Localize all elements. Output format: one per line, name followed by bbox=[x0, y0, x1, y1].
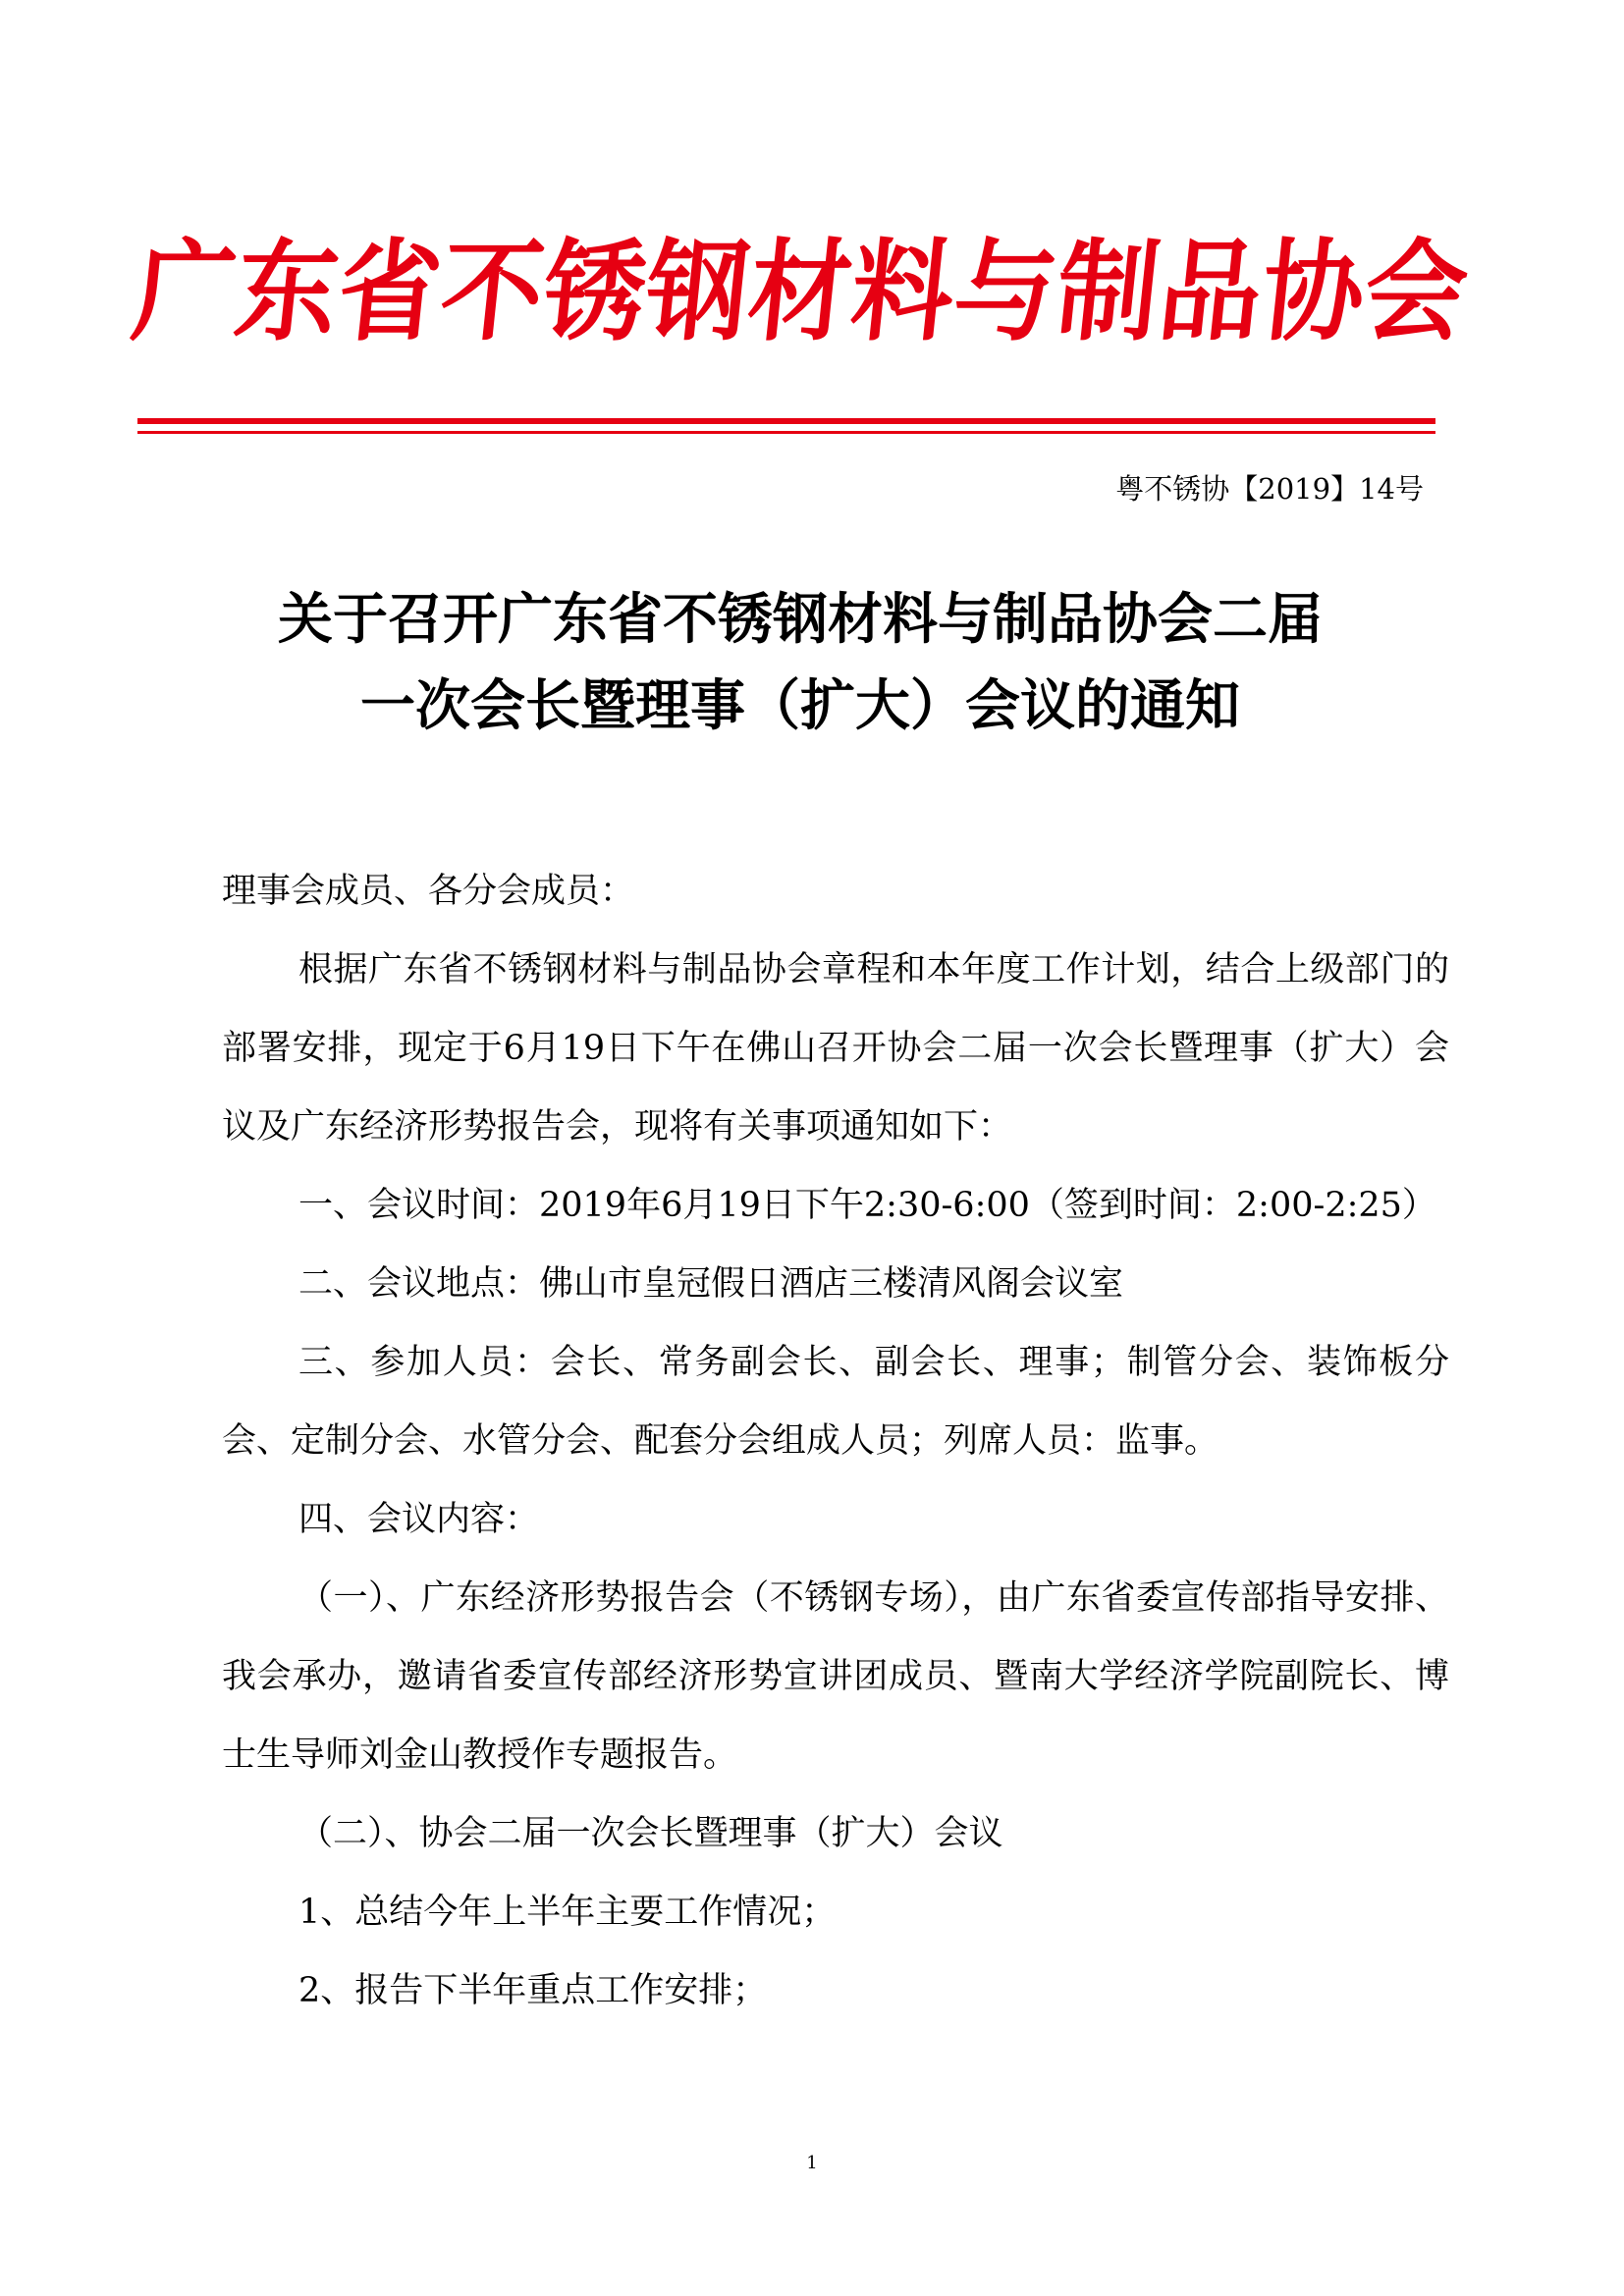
meeting-location-item: 二、会议地点：佛山市皇冠假日酒店三楼清风阁会议室 bbox=[298, 1264, 1124, 1304]
masthead-divider-thin bbox=[137, 431, 1435, 434]
economic-report-subitem: （一）、广东经济形势报告会（不锈钢专场），由广东省委宣传部指导安排、我会承办，邀请省委宣传部经济形势宣讲团成员、暨南大学经济学院副院长、博士生导师刘金山教授作专题报告。 bbox=[222, 1578, 1449, 1775]
meeting-time-item: 一、会议时间：2019年6月19日下午2:30-6:00（签到时间：2:00-2:25） bbox=[298, 1186, 1436, 1225]
intro-paragraph: 根据广东省不锈钢材料与制品协会章程和本年度工作计划，结合上级部门的部署安排，现定于6月19日下午在佛山召开协会二届一次会长暨理事（扩大）会议及广东经济形势报告会，现将有关事项通知如下： bbox=[222, 950, 1449, 1147]
salutation: 理事会成员、各分会成员： bbox=[222, 872, 635, 911]
document-title-line-1: 关于召开广东省不锈钢材料与制品协会二届 bbox=[278, 588, 1323, 652]
agenda-point-1: 1、总结今年上半年主要工作情况； bbox=[298, 1893, 837, 1932]
meeting-content-heading: 四、会议内容： bbox=[298, 1500, 540, 1539]
agenda-point-2: 2、报告下半年重点工作安排； bbox=[298, 1971, 768, 2010]
document-title-line-2: 一次会长暨理事（扩大）会议的通知 bbox=[360, 674, 1240, 738]
council-meeting-subitem: （二）、协会二届一次会长暨理事（扩大）会议 bbox=[298, 1814, 1003, 1853]
document-body bbox=[222, 852, 1449, 2030]
masthead-divider-thick bbox=[137, 418, 1435, 424]
masthead-org-name: 广东省不锈钢材料与制品协会 bbox=[127, 229, 1475, 356]
attendees-item: 三、参加人员：会长、常务副会长、副会长、理事；制管分会、装饰板分会、定制分会、水管分会、配套分会组成人员；列席人员：监事。 bbox=[222, 1343, 1449, 1461]
document-number: 粤不锈协【2019】14号 bbox=[1115, 472, 1424, 506]
page-number: 1 bbox=[806, 2153, 818, 2173]
document-title bbox=[147, 577, 1453, 750]
